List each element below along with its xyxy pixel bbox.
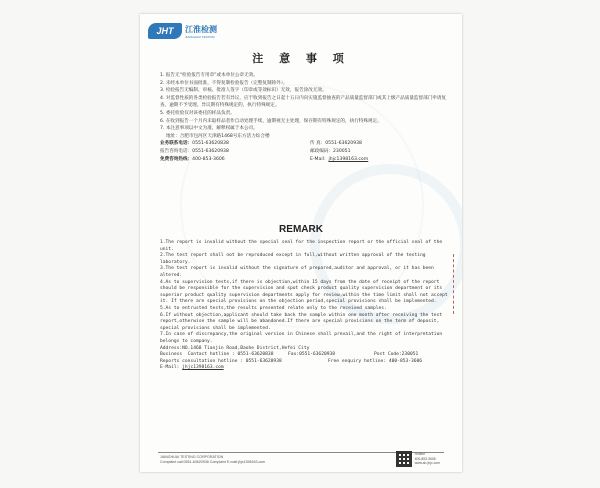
contact-row-en: Business Contact hotline : 0551-63620838 Fax:0551-63620938 Post Code:230051	[160, 352, 419, 358]
logo-name-cn: 江淮检测	[185, 24, 217, 34]
notice-item-en: 4.As to supervision tests,if there is objection,within 15 days from the date of receipt of the report should be responsible for the supervision and spot check product quality supervision department or its superior product quality supervision departments apply for review,within the time limit shall not accept it. If there are special provisions on the objection period,special provisions shall be implemented.	[160, 279, 448, 305]
notice-list-cn	[160, 72, 450, 163]
hotline-row-cn: 免费咨询热线：400-853-3606 E-Mail：jhjc1398163.com	[160, 156, 369, 162]
footer-hotline: Hotline 400-853-3606 www.ah-jhjc.com	[396, 451, 440, 467]
remark-title: REMARK	[279, 224, 323, 235]
address-cn: 地址：合肥市包河区天津路1468号东方活力综合楼	[166, 133, 270, 139]
notice-item-cn: 1. 报告无“检验报告专用章”或本单位公章无效。	[160, 73, 258, 78]
footer-info	[160, 455, 265, 465]
contact-row-cn: 业务联系电话：0551-63620838 传 真：0551-63620938	[160, 141, 362, 147]
notice-item-cn: 2. 未经本单位书面批准，不得复制检验报告（完整复制除外）。	[160, 80, 288, 86]
reports-row-en: Reports consultation hotline : 0551-63620938 Free enquiry hotline: 400-853-3606	[160, 358, 423, 364]
footer-complaint: Complaint call:0551-63620938 Complaint E-mail:jhjc1398163.com	[160, 460, 266, 464]
footer-company: JIANGHUAI TESTING CORPORATION	[160, 455, 224, 459]
binding-mark	[453, 254, 460, 314]
notice-item-cn: 4. 对监督性质的各类检验报告若有异议，应于收到报告之日起十五日内向实施监督抽查的产品质量监督部门或其上级产品质量监督部门申请复查，逾期不予受理。异议期有特殊规定的，执行特殊规定。	[160, 95, 447, 109]
notice-item-cn: 7. 本注意事项以中文为准，解释权属于本公司。	[160, 126, 258, 132]
notice-item-cn: 3. 检验报告无编制、审核、批准人签字（印章或等效标识）无效，报告涂改无效。	[160, 88, 327, 94]
logo-name-en: JIANGHUAI TESTING	[185, 34, 215, 39]
company-logo	[148, 23, 217, 39]
page-title-cn: 注 意 事 项	[252, 52, 350, 65]
notice-item-en: 3.The test report is invalid without the signature of prepared,auditor and approval, or it has been altered.	[160, 266, 434, 278]
notice-item-en: 7.In case of discrepancy,the original version in Chinese shall prevail,and the right of interpretation belongs to company.	[160, 332, 443, 344]
notice-item-cn: 6. 在收到报告一个月内未取样品者作自动处理手续，逾期视无主处理，保存期有特殊规定的，执行特殊规定。	[160, 118, 382, 124]
notice-list-en	[160, 240, 452, 372]
email-en: E-Mail: jhjc1398163.com	[160, 365, 224, 371]
address-en: Address:NO.1468 Tianjin Road,Baohe District,Hefei City	[160, 345, 310, 351]
notice-item-cn: 5. 委托检验仅对该委托的样品负责。	[160, 110, 235, 116]
logo-mark: JHT	[148, 23, 182, 39]
notice-item-en: 6.If without objection,applicant should take back the sample within one month after receiving the test report,otherwise the sample will be abandoned.If there are special provisions on the term of deposit, special provisions shall be implemented.	[160, 312, 443, 331]
notice-item-en: 1.The report is invalid without the special seal for the inspection report or the official seal of the unit.	[160, 240, 443, 252]
report-notice-page	[140, 14, 462, 472]
notice-item-en: 2.The test report shall not be reproduced except in full,without written approval of the testing laboratory.	[160, 253, 426, 265]
report-row-cn: 报告咨询电话：0551-63620938 邮政编码：230051	[160, 148, 351, 154]
qr-code-icon	[396, 451, 412, 467]
notice-item-en: 5.As to entrusted tests,the results presented relate only to the received samples.	[160, 305, 387, 311]
